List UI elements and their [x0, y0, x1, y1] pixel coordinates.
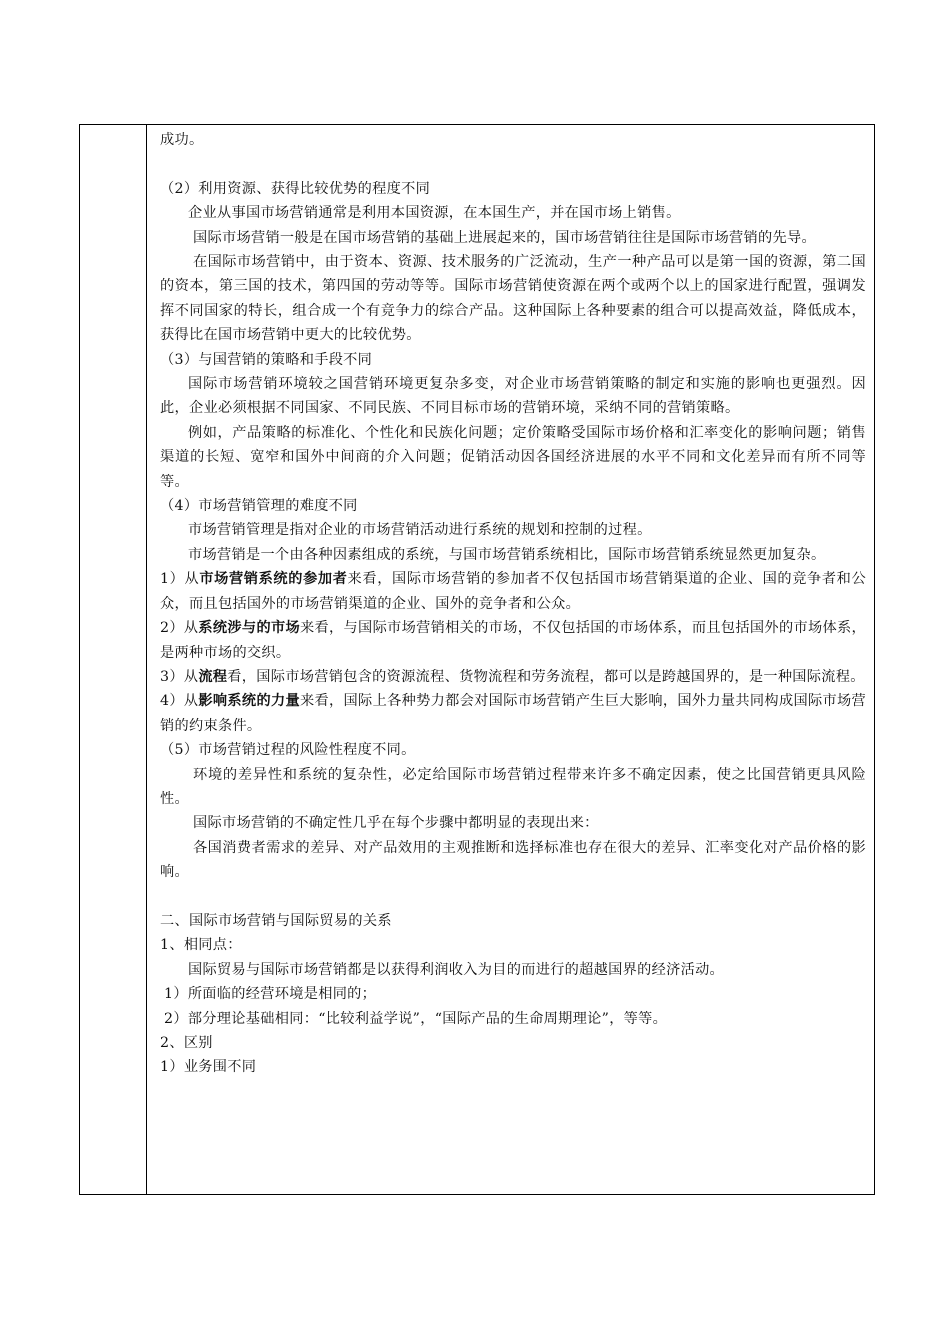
section-heading: 二、国际市场营销与国际贸易的关系 [160, 912, 392, 929]
bold-term: 流程 [198, 668, 228, 685]
paragraph: 例如，产品策略的标准化、个性化和民族化问题；定价策略受国际市场价格和汇率变化的影响问题；销售渠道的长短、宽窄和国外中间商的介入问题；促销活动因各国经济进展的水平不同和文化差异而有所不同等等。 [160, 424, 866, 490]
paragraph: 企业从事国市场营销通常是利用本国资源，在本国生产，并在国市场上销售。 [188, 205, 681, 222]
list-item [160, 616, 866, 665]
table-column-divider [146, 124, 147, 1195]
sub-heading: 2、区别 [160, 1035, 213, 1051]
list-prefix: 2）从 [160, 620, 199, 637]
paragraph: 市场营销是一个由各种因素组成的系统，与国市场营销系统相比，国际市场营销系统显然更加复杂。 [188, 546, 826, 563]
bold-term: 市场营销系统的参加者 [199, 571, 348, 588]
list-item [160, 689, 866, 738]
list-text: 来看，国际市场营销的参加者不仅包括国市场营销渠道的企业、国的竞争者和公众，而且包括国外的市场营销渠道的企业、国外的竞争者和公众。 [160, 571, 866, 612]
list-prefix: 1）从 [160, 571, 200, 588]
list-item [160, 665, 866, 689]
sub-heading: 1、相同点： [160, 937, 242, 954]
paragraph: 环境的差异性和系统的复杂性，必定给国际市场营销过程带来许多不确定因素，使之比国营销更具风险性。 [160, 766, 866, 807]
section-heading: （4）市场营销管理的难度不同 [160, 498, 358, 515]
blank-line [160, 152, 866, 176]
bold-term: 系统涉与的市场 [198, 620, 300, 637]
paragraph: 国际贸易与国际市场营销都是以获得利润收入为目的而进行的超越国界的经济活动。 [188, 961, 725, 978]
list-text: 看，国际市场营销包含的资源流程、货物流程和劳务流程，都可以是跨越国界的，是一种国际流程。 [227, 668, 865, 685]
paragraph: 在国际市场营销中，由于资本、资源、技术服务的广泛流动，生产一种产品可以是第一国的资源，第二国的资本，第三国的技术，第四国的劳动等等。国际市场营销使资源在两个或两个以上的国家进行配置，强调发挥不同国家的特长，组合成一个有竞争力的综合产品。这种国际上各种要素的组合可以提高效益，降低成本，获得比在国市场营销中更大的比较优势。 [160, 254, 866, 344]
list-item: 1）业务围不同 [160, 1059, 257, 1076]
paragraph: 国际市场营销的不确定性几乎在每个步骤中都明显的表现出来： [193, 815, 599, 832]
list-prefix: 3）从 [160, 668, 199, 685]
paragraph: 各国消费者需求的差异、对产品效用的主观推断和选择标准也存在很大的差异、汇率变化对产品价格的影响。 [160, 839, 866, 881]
section-heading: （3）与国营销的策略和手段不同 [160, 351, 373, 368]
list-prefix: 4）从 [160, 693, 199, 710]
paragraph: 市场营销管理是指对企业的市场营销活动进行系统的规划和控制的过程。 [188, 522, 652, 539]
document-content [160, 128, 866, 1080]
paragraph: 国际市场营销一般是在国市场营销的基础上进展起来的，国市场营销往往是国际市场营销的先导。 [193, 229, 816, 246]
list-item: 2）部分理论基础相同：“比较利益学说”，“国际产品的生命周期理论”，等等。 [164, 1010, 668, 1027]
paragraph: 成功。 [160, 132, 204, 148]
list-text: 来看，国际上各种势力都会对国际市场营销产生巨大影响，国外力量共同构成国际市场营销的约束条件。 [160, 693, 867, 734]
list-text: 来看，与国际市场营销相关的市场，不仅包括国的市场体系，而且包括国外的市场体系，是两种市场的交织。 [160, 620, 867, 661]
blank-line [160, 885, 866, 909]
bold-term: 影响系统的力量 [198, 693, 300, 710]
list-item: 1）所面临的经营环境是相同的； [164, 986, 377, 1003]
list-item [160, 567, 866, 616]
paragraph: 国际市场营销环境较之国营销环境更复杂多变，对企业市场营销策略的制定和实施的影响也更强烈。因此，企业必须根据不同国家、不同民族、不同目标市场的营销环境，采纳不同的营销策略。 [160, 376, 866, 417]
section-heading: （5）市场营销过程的风险性程度不同。 [160, 742, 416, 759]
section-heading: （2）利用资源、获得比较优势的程度不同 [160, 180, 431, 197]
